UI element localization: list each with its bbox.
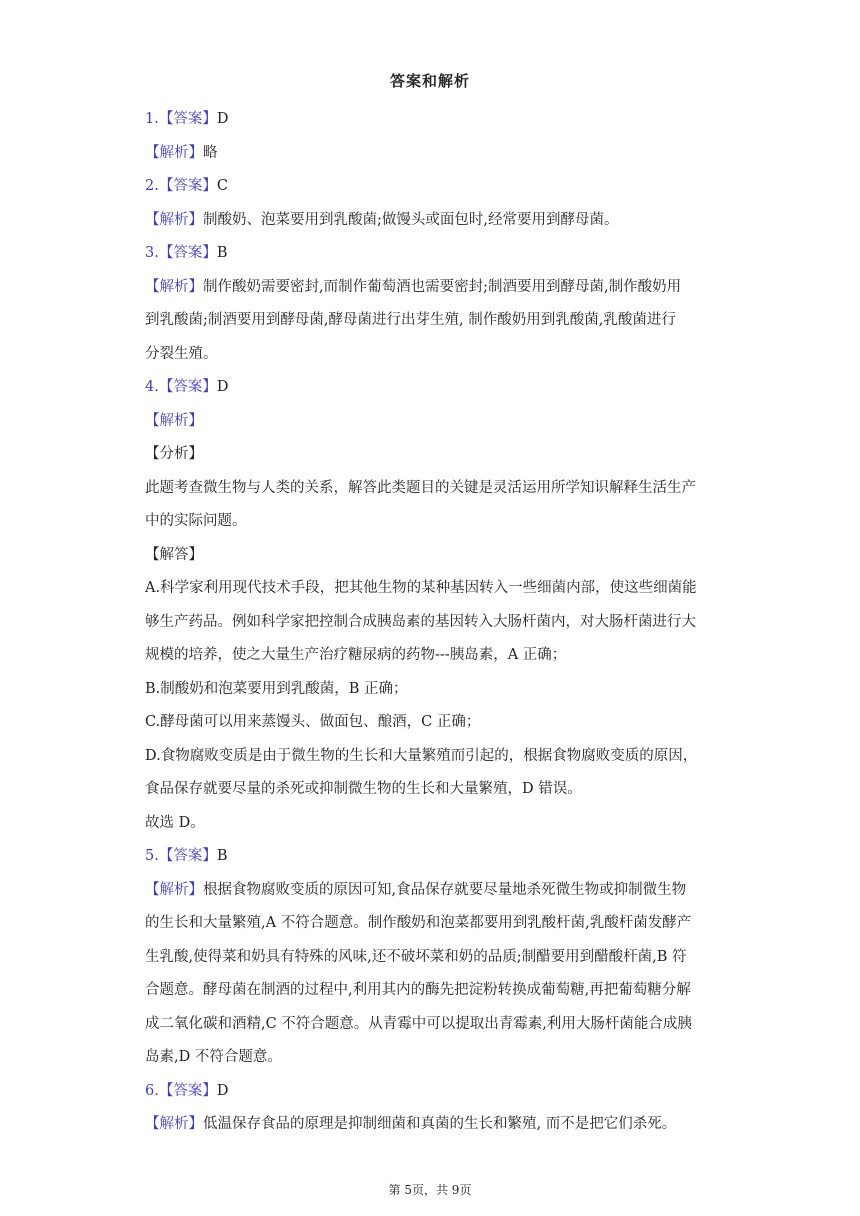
q4-number: 4. xyxy=(145,379,159,395)
q5-answer xyxy=(145,840,735,874)
q1-answer xyxy=(145,103,735,137)
q6-answer xyxy=(145,1075,735,1109)
q1-analysis-text: 略 xyxy=(203,144,218,161)
q5-answer-value: B xyxy=(216,848,228,864)
q4-analysis-tag: 【解析】 xyxy=(145,412,203,429)
page-footer: 第 5页，共 9页 xyxy=(388,1183,472,1197)
q4-answer xyxy=(145,371,735,405)
q4-fenxi-line: 此题考查微生物与人类的关系，解答此类题目的关键是灵活运用所学知识解释生活生产 xyxy=(145,479,696,496)
q3-analysis-text: 制作酸奶需要密封,而制作葡萄酒也需要密封;制酒要用到酵母菌,制作酸奶用 xyxy=(203,278,682,295)
q4-jieda-line: C.酵母菌可以用来蒸馒头、做面包、酿酒，C 正确； xyxy=(145,714,481,730)
q1-answer-tag: 【答案】 xyxy=(158,111,217,127)
q4-jieda-line: 够生产药品。例如科学家把控制合成胰岛素的基因转入大肠杆菌内，对大肠杆菌进行大 xyxy=(145,613,696,630)
q5-number: 5. xyxy=(145,848,159,864)
q4-jieda-line: 故选 D。 xyxy=(145,814,205,831)
q1-number: 1. xyxy=(145,111,159,127)
q2-analysis-tag: 【解析】 xyxy=(145,211,203,228)
q2-analysis xyxy=(145,204,735,238)
q5-analysis-line xyxy=(145,874,735,908)
answers-content xyxy=(145,103,735,1142)
q6-answer-value: D xyxy=(216,1082,229,1099)
q3-number: 3. xyxy=(145,245,159,261)
q4-answer-value: D xyxy=(216,379,229,395)
q3-answer-value: B xyxy=(216,245,228,261)
q1-analysis xyxy=(145,137,735,171)
q4-jieda-line: B.制酸奶和泡菜要用到乳酸菌，B 正确； xyxy=(145,680,408,697)
q5-analysis-text: 根据食物腐败变质的原因可知,食品保存就要尽量地杀死微生物或抑制微生物 xyxy=(203,881,687,898)
q6-analysis-text: 低温保存食品的原理是抑制细菌和真菌的生长和繁殖, 而不是把它们杀死。 xyxy=(203,1116,677,1132)
q4-jieda-line: D.食物腐败变质是由于微生物的生长和大量繁殖而引起的，根据食物腐败变质的原因， xyxy=(145,747,698,764)
q2-number: 2. xyxy=(145,178,159,194)
q4-answer-tag: 【答案】 xyxy=(158,379,217,395)
q3-analysis-line xyxy=(145,271,735,305)
q6-number: 6. xyxy=(145,1082,159,1099)
q1-answer-value: D xyxy=(216,111,229,127)
q6-analysis-tag: 【解析】 xyxy=(145,1116,203,1132)
q2-answer-tag: 【答案】 xyxy=(158,178,217,194)
q2-answer-value: C xyxy=(216,178,228,194)
q3-answer xyxy=(145,237,735,271)
q5-analysis-line: 生乳酸,使得菜和奶具有特殊的风味,还不破坏菜和奶的品质;制醋要用到醋酸杆菌,B 符 xyxy=(145,948,687,965)
q5-analysis-line: 合题意。酵母菌在制酒的过程中,利用其内的酶先把淀粉转换成葡萄糖,再把葡萄糖分解 xyxy=(145,982,691,998)
q3-analysis-line: 分裂生殖。 xyxy=(145,345,218,362)
q3-answer-tag: 【答案】 xyxy=(158,245,217,261)
q6-answer-tag: 【答案】 xyxy=(158,1082,217,1099)
q1-analysis-tag: 【解析】 xyxy=(145,144,203,161)
q4-jieda-tag: 【解答】 xyxy=(145,546,203,563)
q3-analysis-line: 到乳酸菌;制酒要用到酵母菌,酵母菌进行出芽生殖, 制作酸奶用到乳酸菌,乳酸菌进行 xyxy=(145,312,676,328)
q5-analysis-tag: 【解析】 xyxy=(145,881,203,898)
q5-analysis-line: 成二氧化碳和酒精,C 不符合题意。从青霉中可以提取出青霉素,利用大肠杆菌能合成胰 xyxy=(145,1015,692,1032)
q3-analysis-tag: 【解析】 xyxy=(145,278,203,295)
q5-analysis-line: 岛素,D 不符合题意。 xyxy=(145,1049,282,1065)
q2-answer xyxy=(145,170,735,204)
q4-fenxi-tag: 【分析】 xyxy=(145,446,203,462)
q4-analysis xyxy=(145,405,735,439)
q4-jieda-line: 规模的培养，使之大量生产治疗糖尿病的药物---胰岛素，A 正确； xyxy=(145,647,567,663)
q5-answer-tag: 【答案】 xyxy=(158,848,217,864)
page-title: 答案和解析 xyxy=(389,72,470,90)
q4-jieda-line: 食品保存就要尽量的杀死或抑制微生物的生长和大量繁殖，D 错误。 xyxy=(145,781,582,797)
q2-analysis-text: 制酸奶、泡菜要用到乳酸菌;做馒头或面包时,经常要用到酵母菌。 xyxy=(203,211,619,228)
q5-analysis-line: 的生长和大量繁殖,A 不符合题意。制作酸奶和泡菜都要用到乳酸杆菌,乳酸杆菌发酵产 xyxy=(145,915,692,931)
q4-fenxi-line: 中的实际问题。 xyxy=(145,513,247,529)
q6-analysis xyxy=(145,1108,735,1142)
q4-jieda-line: A.科学家利用现代技术手段，把其他生物的某种基因转入一些细菌内部，使这些细菌能 xyxy=(145,580,697,596)
